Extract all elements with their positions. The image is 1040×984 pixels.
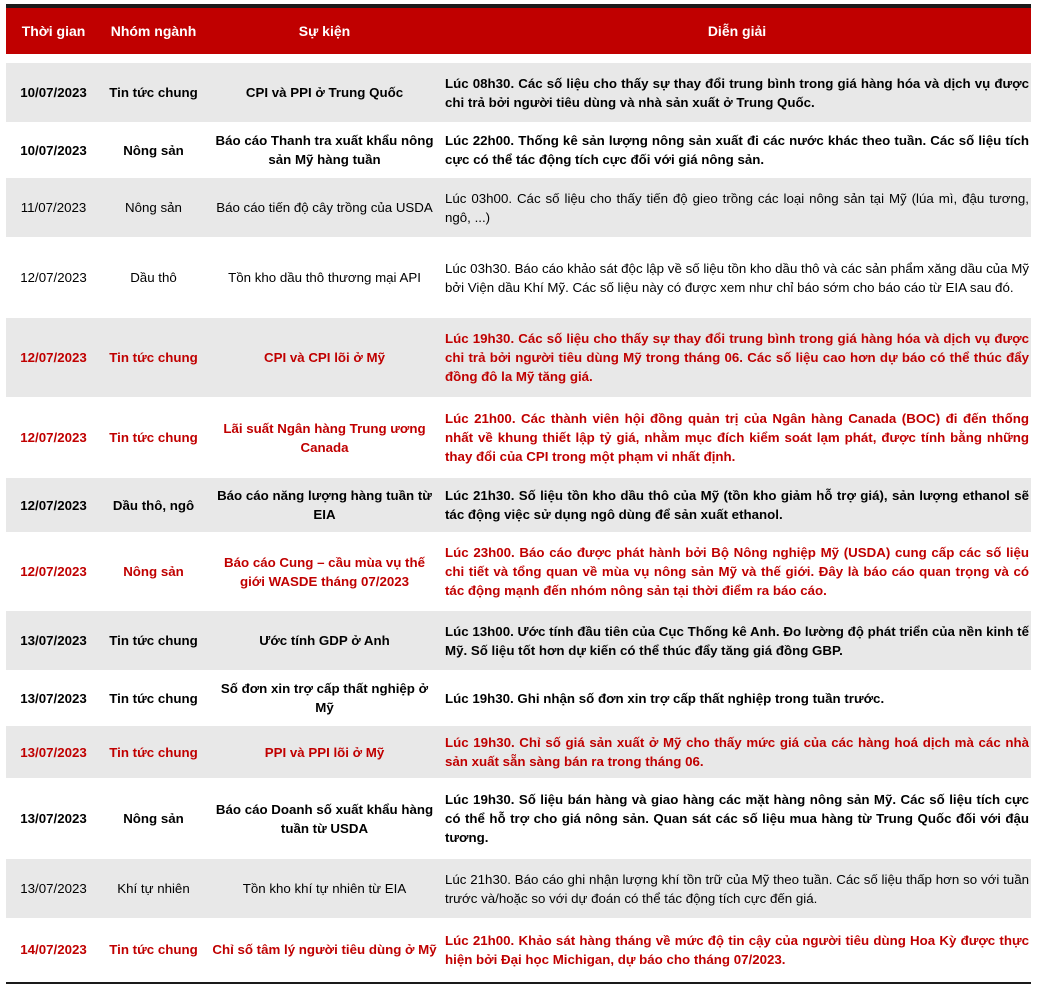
header-date: Thời gian	[6, 8, 101, 54]
row-sector: Nông sản	[101, 123, 206, 178]
row-sector: Tin tức chung	[101, 63, 206, 123]
row-event: Báo cáo Cung – cầu mùa vụ thế giới WASDE tháng 07/2023	[206, 533, 443, 611]
row-description: Lúc 23h00. Báo cáo được phát hành bởi Bộ Nông nghiệp Mỹ (USDA) cung cấp các số liệu chi tiết và tổng quan về mùa vụ nông sản Mỹ và thế giới. Đây là báo cáo quan trọng và có tác động mạnh đến nhóm nông sản tại thời điểm ra báo cáo.	[443, 533, 1031, 611]
row-date: 13/07/2023	[6, 726, 101, 779]
row-sector: Tin tức chung	[101, 318, 206, 398]
header-row	[6, 8, 1031, 54]
row-date: 13/07/2023	[6, 779, 101, 859]
table-row	[6, 671, 1031, 726]
row-sector: Dầu thô, ngô	[101, 478, 206, 533]
row-description: Lúc 03h30. Báo cáo khảo sát độc lập về số liệu tồn kho dầu thô và các sản phẩm xăng dầu của Mỹ bởi Viện dầu Khí Mỹ. Các số liệu này có được xem như chỉ báo sớm cho báo cáo từ EIA sau đó.	[443, 238, 1031, 318]
row-description: Lúc 22h00. Thống kê sản lượng nông sản xuất đi các nước khác theo tuần. Các số liệu tích cực có thể tác động tích cực đối với giá nông sản.	[443, 123, 1031, 178]
row-event: Báo cáo năng lượng hàng tuần từ EIA	[206, 478, 443, 533]
table-row	[6, 478, 1031, 533]
row-sector: Khí tự nhiên	[101, 859, 206, 919]
row-description: Lúc 19h30. Ghi nhận số đơn xin trợ cấp thất nghiệp trong tuần trước.	[443, 671, 1031, 726]
row-date: 12/07/2023	[6, 398, 101, 478]
row-event: CPI và CPI lõi ở Mỹ	[206, 318, 443, 398]
row-sector: Tin tức chung	[101, 398, 206, 478]
events-calendar	[6, 4, 1031, 984]
table-row	[6, 859, 1031, 919]
table-row	[6, 238, 1031, 318]
row-event: CPI và PPI ở Trung Quốc	[206, 63, 443, 123]
row-description: Lúc 21h00. Khảo sát hàng tháng về mức độ tin cậy của người tiêu dùng Hoa Kỳ được thực hiện bởi Đại học Michigan, dự báo cho tháng 07/2023.	[443, 919, 1031, 981]
table-row	[6, 779, 1031, 859]
row-sector: Nông sản	[101, 779, 206, 859]
table-row	[6, 318, 1031, 398]
row-date: 12/07/2023	[6, 238, 101, 318]
table-row	[6, 533, 1031, 611]
row-date: 10/07/2023	[6, 123, 101, 178]
row-sector: Nông sản	[101, 533, 206, 611]
header-sector: Nhóm ngành	[101, 8, 206, 54]
row-date: 13/07/2023	[6, 611, 101, 671]
row-date: 12/07/2023	[6, 533, 101, 611]
row-description: Lúc 03h00. Các số liệu cho thấy tiến độ gieo trồng các loại nông sản tại Mỹ (lúa mì, đậu tương, ngô, ...)	[443, 178, 1031, 238]
table-row	[6, 123, 1031, 178]
row-event: Báo cáo Thanh tra xuất khẩu nông sản Mỹ hàng tuần	[206, 123, 443, 178]
row-event: Báo cáo tiến độ cây trồng của USDA	[206, 178, 443, 238]
table-row	[6, 178, 1031, 238]
row-event: Tồn kho khí tự nhiên từ EIA	[206, 859, 443, 919]
row-description: Lúc 21h00. Các thành viên hội đồng quản trị của Ngân hàng Canada (BOC) đi đến thống nhất về khung thiết lập tỷ giá, nhằm mục đích kiểm soát lạm phát, được tính bằng những thay đổi của CPI trong một phạm vi nhất định.	[443, 398, 1031, 478]
row-event: PPI và PPI lõi ở Mỹ	[206, 726, 443, 779]
row-event: Báo cáo Doanh số xuất khẩu hàng tuần từ USDA	[206, 779, 443, 859]
row-sector: Nông sản	[101, 178, 206, 238]
row-event: Số đơn xin trợ cấp thất nghiệp ở Mỹ	[206, 671, 443, 726]
row-sector: Dầu thô	[101, 238, 206, 318]
row-sector: Tin tức chung	[101, 611, 206, 671]
row-description: Lúc 19h30. Các số liệu cho thấy sự thay đổi trung bình trong giá hàng hóa và dịch vụ được chi trả bởi người tiêu dùng Mỹ trong tháng 06. Các số liệu cao hơn dự báo có thể thúc đẩy đồng đô la Mỹ tăng giá.	[443, 318, 1031, 398]
header-event: Sự kiện	[206, 8, 443, 54]
table-row	[6, 63, 1031, 123]
row-event: Lãi suất Ngân hàng Trung ương Canada	[206, 398, 443, 478]
row-description: Lúc 21h30. Số liệu tồn kho dầu thô của Mỹ (tồn kho giảm hỗ trợ giá), sản lượng ethanol sẽ tác động việc sử dụng ngô dùng để sản xuất ethanol.	[443, 478, 1031, 533]
table-row	[6, 398, 1031, 478]
bottom-rule	[6, 982, 1031, 984]
table-row	[6, 611, 1031, 671]
row-date: 11/07/2023	[6, 178, 101, 238]
table-row	[6, 726, 1031, 779]
row-event: Ước tính GDP ở Anh	[206, 611, 443, 671]
row-description: Lúc 19h30. Chỉ số giá sản xuất ở Mỹ cho thấy mức giá của các hàng hoá dịch mà các nhà sản xuất sẵn sàng bán ra trong tháng 06.	[443, 726, 1031, 779]
row-description: Lúc 19h30. Số liệu bán hàng và giao hàng các mặt hàng nông sản Mỹ. Các số liệu tích cực có thể hỗ trợ cho giá nông sản. Quan sát các số liệu mua hàng từ Trung Quốc đối với đậu tương.	[443, 779, 1031, 859]
row-description: Lúc 08h30. Các số liệu cho thấy sự thay đổi trung bình trong giá hàng hóa và dịch vụ được chi trả bởi người tiêu dùng và nhà sản xuất ở Trung Quốc.	[443, 63, 1031, 123]
events-table	[6, 8, 1031, 981]
row-event: Tồn kho dầu thô thương mại API	[206, 238, 443, 318]
row-sector: Tin tức chung	[101, 919, 206, 981]
row-sector: Tin tức chung	[101, 671, 206, 726]
row-date: 13/07/2023	[6, 671, 101, 726]
row-date: 12/07/2023	[6, 318, 101, 398]
row-sector: Tin tức chung	[101, 726, 206, 779]
header-description: Diễn giải	[443, 8, 1031, 54]
row-date: 10/07/2023	[6, 63, 101, 123]
row-date: 13/07/2023	[6, 859, 101, 919]
row-event: Chỉ số tâm lý người tiêu dùng ở Mỹ	[206, 919, 443, 981]
table-row	[6, 919, 1031, 981]
row-date: 14/07/2023	[6, 919, 101, 981]
row-description: Lúc 21h30. Báo cáo ghi nhận lượng khí tồn trữ của Mỹ theo tuần. Các số liệu thấp hơn so với tuần trước và/hoặc so với dự đoán có thể tác động tích cực đến giá.	[443, 859, 1031, 919]
table-body	[6, 54, 1031, 981]
row-description: Lúc 13h00. Ước tính đầu tiên của Cục Thống kê Anh. Đo lường độ phát triển của nền kinh tế Mỹ. Số liệu tốt hơn dự kiến có thể thúc đẩy tăng giá đồng GBP.	[443, 611, 1031, 671]
row-date: 12/07/2023	[6, 478, 101, 533]
